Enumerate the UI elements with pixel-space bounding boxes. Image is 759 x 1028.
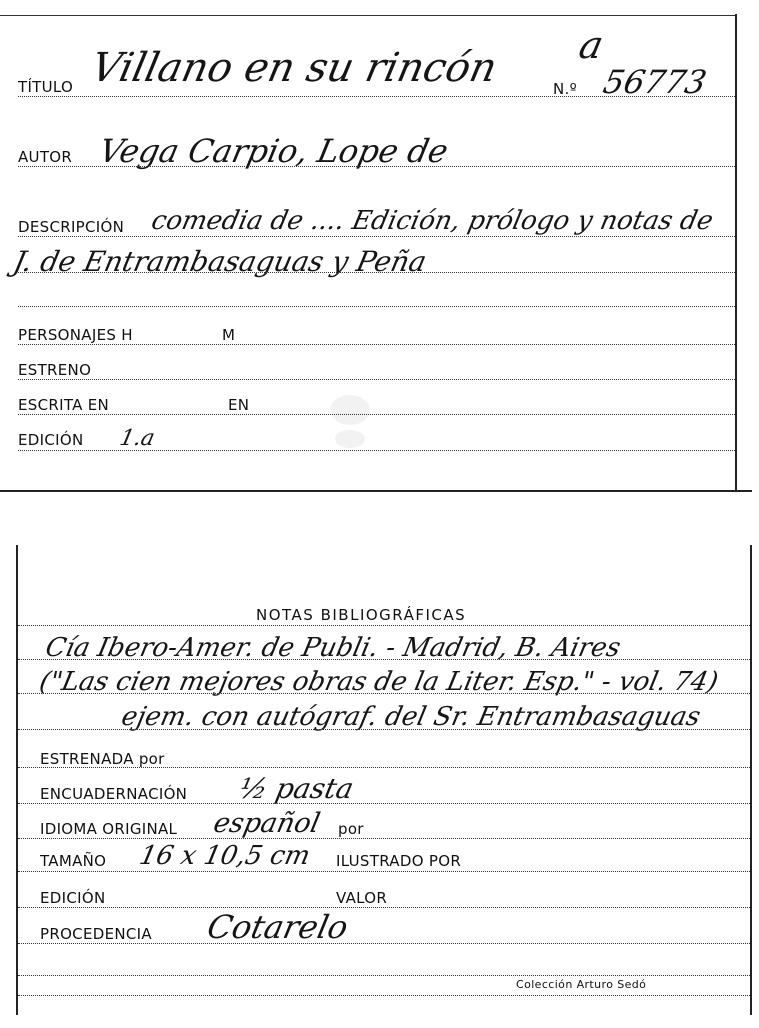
bottom-rule <box>18 995 750 996</box>
notas-heading: NOTAS BIBLIOGRÁFICAS <box>256 606 467 624</box>
descripcion-line1: comedia de .... Edición, prólogo y notas de <box>148 206 716 236</box>
ilustrado-label: ILUSTRADO POR <box>336 852 462 870</box>
valor-label: VALOR <box>336 889 388 907</box>
descripcion-rule-3 <box>18 306 735 307</box>
notas-rule-1 <box>18 659 750 660</box>
numero-suffix: a <box>575 23 608 67</box>
estrenada-rule <box>18 767 750 768</box>
personajes-label: PERSONAJES H <box>18 326 133 344</box>
descripcion-rule-1 <box>18 236 735 237</box>
escrita-rule <box>18 414 735 415</box>
autor-label: AUTOR <box>18 148 73 166</box>
titulo-label: TÍTULO <box>18 78 74 96</box>
autor-rule <box>18 166 735 167</box>
personajes-rule <box>18 344 735 345</box>
numero-value: 56773 <box>599 63 710 101</box>
titulo-value: Villano en su rincón <box>87 45 501 91</box>
idioma-value: español <box>210 808 323 839</box>
descripcion-line2: J. de Entrambasaguas y Peña <box>10 245 430 278</box>
estreno-label: ESTRENO <box>18 361 92 379</box>
notas-line2: ("Las cien mejores obras de la Liter. Esp." - vol. 74) <box>36 667 721 697</box>
card-right-border <box>750 545 752 1015</box>
encuadernacion-rule <box>18 803 750 804</box>
procedencia-label: PROCEDENCIA <box>40 925 152 943</box>
notas-rule-2 <box>18 693 750 694</box>
card-left-border <box>16 545 18 1015</box>
idioma-label: IDIOMA ORIGINAL <box>40 820 178 838</box>
edicion-value: 1.a <box>117 426 157 451</box>
back-edicion-label: EDICIÓN <box>40 889 106 907</box>
back-edicion-rule <box>18 907 750 908</box>
coleccion-text: Colección Arturo Sedó <box>516 978 647 991</box>
autor-value: Vega Carpio, Lope de <box>95 132 452 170</box>
catalog-card-back <box>0 545 759 1028</box>
escrita-label: ESCRITA EN <box>18 396 110 414</box>
tamano-label: TAMAÑO <box>40 852 107 870</box>
titulo-rule <box>18 96 735 97</box>
idioma-por-label: por <box>338 820 364 838</box>
idioma-rule <box>18 838 750 839</box>
personajes-m-label: M <box>222 326 236 344</box>
card-right-border <box>735 14 737 490</box>
procedencia-rule <box>18 943 750 944</box>
blank-rule <box>18 975 750 976</box>
escrita-en-label: EN <box>228 396 250 414</box>
descripcion-label: DESCRIPCIÓN <box>18 218 125 236</box>
encuadernacion-value: ½ pasta <box>236 772 357 805</box>
tamano-value: 16 x 10,5 cm <box>136 841 313 871</box>
edicion-rule <box>18 450 735 451</box>
numero-label: N.º <box>553 80 577 98</box>
descripcion-rule-2 <box>18 272 735 273</box>
paper-smudge <box>330 395 370 425</box>
encuadernacion-label: ENCUADERNACIÓN <box>40 785 188 803</box>
procedencia-value: Cotarelo <box>203 908 352 946</box>
notas-rule-3 <box>18 729 750 730</box>
card-bottom-border <box>0 490 752 492</box>
tamano-rule <box>18 871 750 872</box>
notas-rule-0 <box>18 625 750 626</box>
notas-line3: ejem. con autógraf. del Sr. Entrambasaguas <box>118 702 704 732</box>
edicion-label: EDICIÓN <box>18 431 84 449</box>
estreno-rule <box>18 379 735 380</box>
paper-smudge <box>335 430 365 448</box>
catalog-card-front <box>0 0 759 492</box>
card-top-rule <box>0 15 735 16</box>
estrenada-label: ESTRENADA por <box>40 750 165 768</box>
notas-line1: Cía Ibero-Amer. de Publi. - Madrid, B. Aires <box>42 633 624 663</box>
